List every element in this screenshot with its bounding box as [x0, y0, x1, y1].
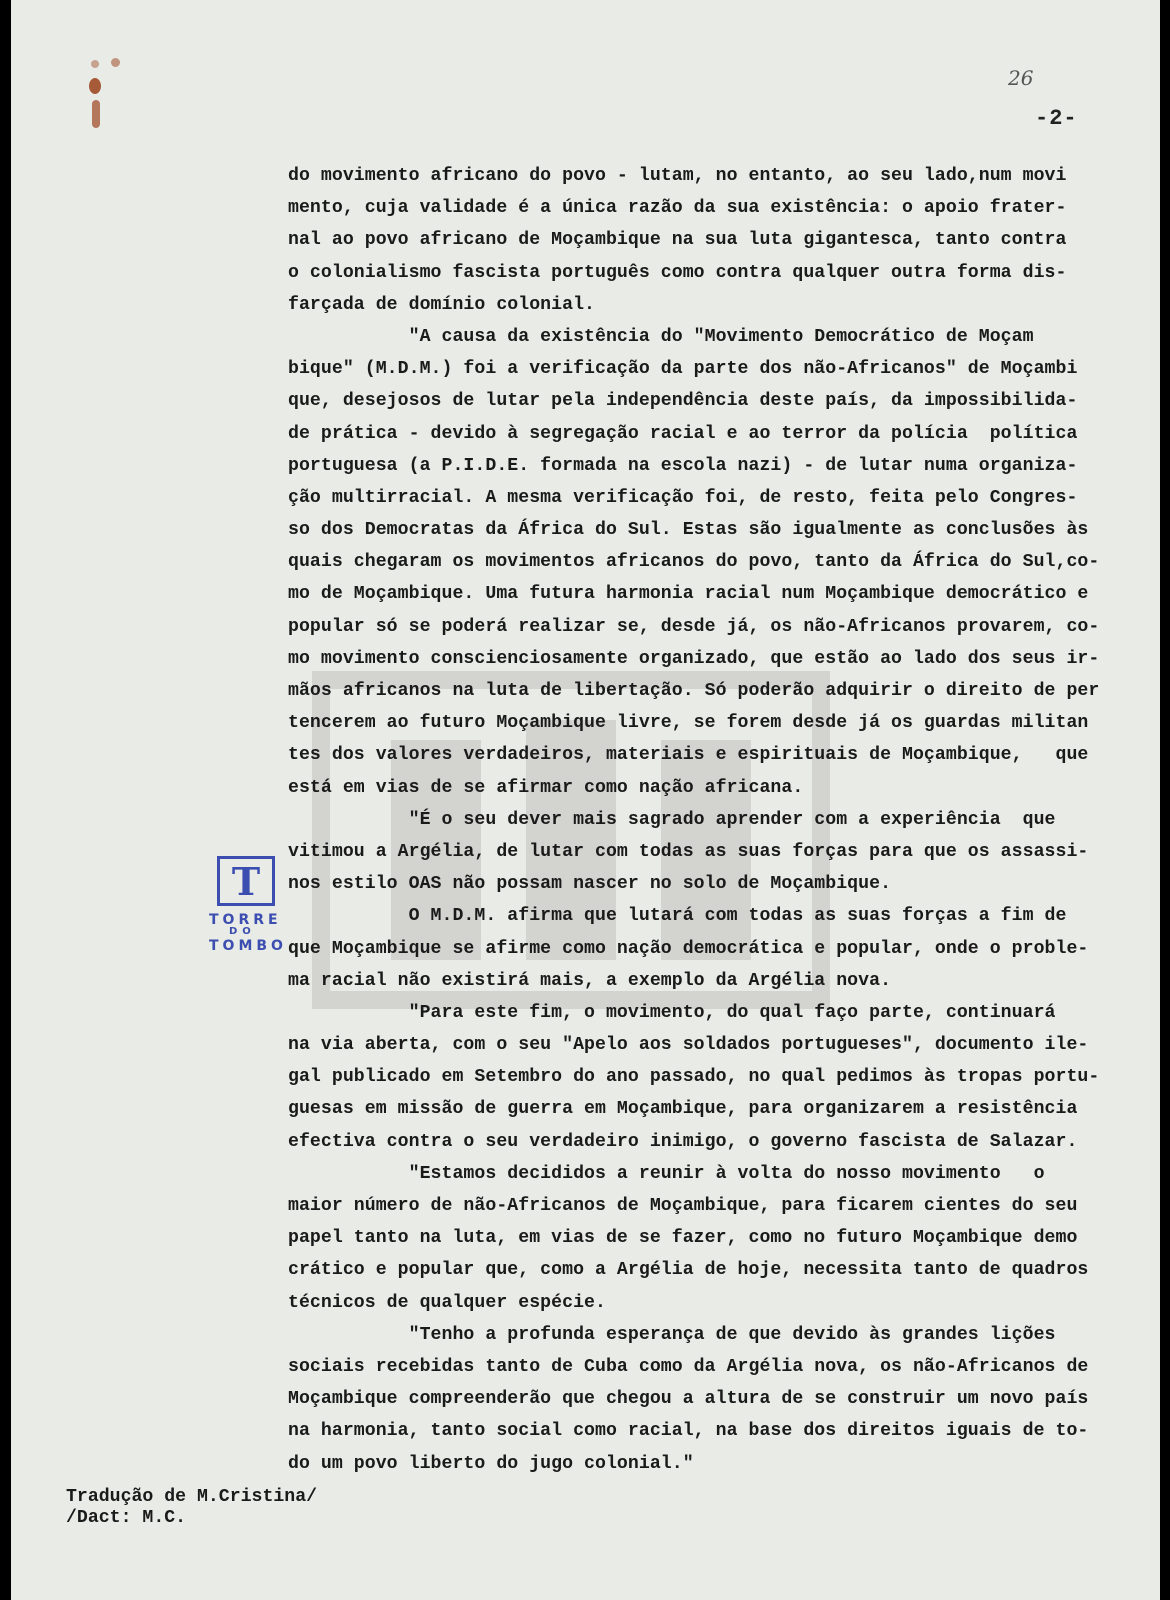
text-line: farçada de domínio colonial.	[288, 294, 595, 315]
text-line: mo de Moçambique. Uma futura harmonia racial num Moçambique democrático e	[288, 584, 1089, 605]
translator-note	[66, 1487, 317, 1529]
stamp-text-tombo: TOMBO	[209, 938, 287, 954]
typed-body-text	[288, 160, 1108, 1480]
binder-marks	[89, 50, 129, 150]
text-line: "Estamos decididos a reunir à volta do nosso movimento o	[288, 1163, 1045, 1184]
rust-stain	[92, 100, 100, 128]
document-page	[11, 0, 1160, 1600]
text-line: ção multirracial. A mesma verificação foi, de resto, feita pelo Congres-	[288, 487, 1078, 508]
text-line: tencerem ao futuro Moçambique livre, se forem desde já os guardas militan	[288, 713, 1089, 734]
text-line: "É o seu dever mais sagrado aprender com a experiência que	[288, 809, 1056, 830]
text-line: bique" (M.D.M.) foi a verificação da parte dos não-Africanos" de Moçambi	[288, 359, 1078, 380]
text-line: so dos Democratas da África do Sul. Estas são igualmente as conclusões às	[288, 520, 1089, 541]
text-line: papel tanto na luta, em vias de se fazer, como no futuro Moçambique demo	[288, 1228, 1078, 1249]
text-line: vitimou a Argélia, de lutar com todas as suas forças para que os assassi-	[288, 841, 1089, 862]
text-line: "A causa da existência do "Movimento Democrático de Moçam	[288, 326, 1034, 347]
folio-number: 26	[1008, 66, 1034, 90]
text-line: "Tenho a profunda esperança de que devido às grandes lições	[288, 1324, 1056, 1345]
text-line: nal ao povo africano de Moçambique na sua luta gigantesca, tanto contra	[288, 230, 1067, 251]
text-line: o colonialismo fascista português como contra qualquer outra forma dis-	[288, 262, 1067, 283]
text-line: popular só se poderá realizar se, desde já, os não-Africanos provarem, co-	[288, 616, 1100, 637]
text-line: quais chegaram os movimentos africanos do povo, tanto da África do Sul,co-	[288, 552, 1100, 573]
page-number: -2-	[1035, 106, 1078, 131]
text-line: tes dos valores verdadeiros, materiais e espirituais de Moçambique, que	[288, 745, 1089, 766]
text-line: ma racial não existirá mais, a exemplo da Argélia nova.	[288, 970, 892, 991]
typist-line: /Dact: M.C.	[66, 1508, 187, 1528]
text-line: do um povo liberto do jugo colonial."	[288, 1453, 694, 1474]
stamp-text-torre: TORRE	[209, 912, 282, 928]
stamp-text-do: DO	[229, 926, 256, 937]
translator-line: Tradução de M.Cristina/	[66, 1487, 318, 1507]
text-line: de prática - devido à segregação racial e ao terror da polícia política	[288, 423, 1078, 444]
text-line: está em vias de se afirmar como nação africana.	[288, 777, 804, 798]
text-line: mento, cuja validade é a única razão da sua existência: o apoio frater-	[288, 198, 1067, 219]
text-line: do movimento africano do povo - lutam, no entanto, ao seu lado,num movi	[288, 166, 1067, 186]
text-line: na via aberta, com o seu "Apelo aos soldados portugueses", documento ile-	[288, 1035, 1089, 1056]
text-line: maior número de não-Africanos de Moçambique, para ficarem cientes do seu	[288, 1196, 1078, 1216]
text-line: gal publicado em Setembro do ano passado, no qual pedimos às tropas portu-	[288, 1067, 1100, 1088]
text-line: Moçambique compreenderão que chegou a altura de se construir um novo país	[288, 1389, 1089, 1410]
text-line: mo movimento conscienciosamente organizado, que estão ao lado dos seus ir-	[288, 648, 1100, 669]
text-line: "Para este fim, o movimento, do qual faço parte, continuará	[288, 1002, 1056, 1023]
rust-spot	[111, 58, 120, 67]
text-line: técnicos de qualquer espécie.	[288, 1292, 606, 1313]
text-line: nos estilo OAS não possam nascer no solo de Moçambique.	[288, 874, 892, 895]
text-line: efectiva contra o seu verdadeiro inimigo, o governo fascista de Salazar.	[288, 1131, 1078, 1152]
torre-do-tombo-stamp	[209, 856, 319, 966]
text-line: que Moçambique se afirme como nação democrática e popular, onde o proble-	[288, 938, 1089, 959]
text-line: mãos africanos na luta de libertação. Só poderão adquirir o direito de per	[288, 681, 1100, 701]
stamp-frame	[217, 856, 275, 906]
text-line: sociais recebidas tanto de Cuba como da Argélia nova, os não-Africanos de	[288, 1356, 1089, 1377]
text-line: guesas em missão de guerra em Moçambique, para organizarem a resistência	[288, 1099, 1078, 1120]
text-line: portuguesa (a P.I.D.E. formada na escola nazi) - de lutar numa organiza-	[288, 455, 1078, 476]
text-line: na harmonia, tanto social como racial, na base dos direitos iguais de to-	[288, 1421, 1089, 1442]
rust-spot	[89, 78, 101, 94]
rust-spot	[91, 60, 99, 68]
text-line: crático e popular que, como a Argélia de hoje, necessita tanto de quadros	[288, 1260, 1089, 1281]
text-line: O M.D.M. afirma que lutará com todas as suas forças a fim de	[288, 906, 1067, 927]
stamp-letter: T	[231, 859, 261, 904]
text-line: que, desejosos de lutar pela independência deste país, da impossibilida-	[288, 391, 1078, 412]
